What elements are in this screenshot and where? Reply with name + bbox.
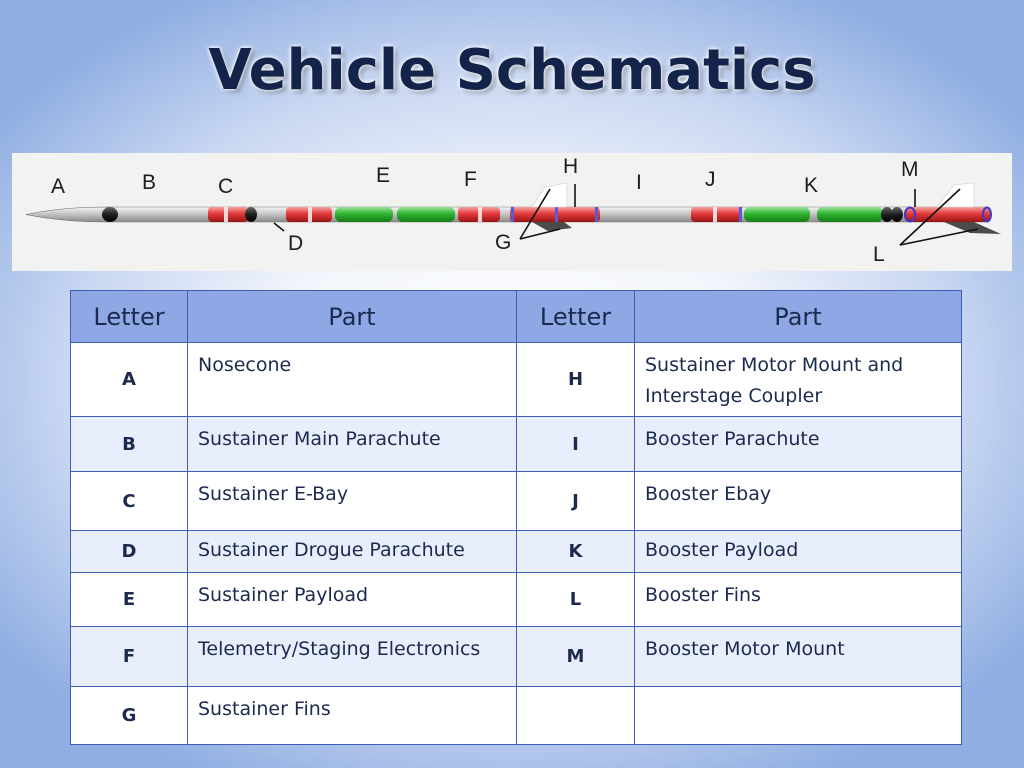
sustainer-fin-white	[532, 183, 567, 207]
letter-cell: A	[71, 343, 188, 417]
nosecone-coupler	[102, 207, 118, 222]
sustainer-ebay-cap	[245, 207, 257, 222]
page-title: Vehicle Schematics	[208, 38, 816, 103]
sustainer-drogue-band	[308, 207, 312, 222]
header-part-2: Part	[635, 291, 962, 343]
part-cell: Booster Parachute	[635, 417, 962, 472]
part-cell: Booster Ebay	[635, 472, 962, 531]
letter-cell: B	[71, 417, 188, 472]
schematic-label-j: J	[705, 168, 716, 191]
leader-line-d	[274, 223, 284, 231]
schematic-label-a: A	[51, 175, 66, 198]
part-cell: Sustainer E-Bay	[188, 472, 517, 531]
motor-mount-ring-1	[511, 207, 514, 222]
booster-payload-1	[744, 207, 810, 222]
table-row	[71, 627, 962, 687]
table-row	[71, 417, 962, 472]
part-cell	[635, 687, 962, 745]
booster-fin-white	[937, 183, 974, 207]
part-cell: Nosecone	[188, 343, 517, 417]
header-letter-1: Letter	[71, 291, 188, 343]
sustainer-ebay-band	[224, 207, 228, 222]
schematic-label-b: B	[142, 171, 157, 194]
schematic-label-e: E	[376, 164, 391, 187]
table-row	[71, 343, 962, 417]
letter-cell: C	[71, 472, 188, 531]
booster-fin-dark	[944, 222, 1001, 234]
letter-cell	[517, 687, 635, 745]
rocket-schematic	[12, 153, 1012, 271]
motor-mount-ring-2	[555, 207, 558, 222]
schematic-label-l: L	[873, 243, 885, 266]
header-part-1: Part	[188, 291, 517, 343]
part-cell: Booster Motor Mount	[635, 627, 962, 687]
booster-motor-mount	[904, 207, 990, 222]
table-row	[71, 531, 962, 573]
part-cell: Booster Fins	[635, 573, 962, 627]
sustainer-fin-dark	[532, 222, 572, 231]
letter-cell: E	[71, 573, 188, 627]
booster-ebay-band	[713, 207, 717, 222]
letter-cell: F	[71, 627, 188, 687]
letter-cell: G	[71, 687, 188, 745]
schematic-label-i: I	[636, 171, 642, 194]
part-cell: Sustainer Payload	[188, 573, 517, 627]
table-row	[71, 687, 962, 745]
telemetry-band	[478, 207, 482, 222]
sustainer-payload-2	[397, 207, 455, 222]
table-header-row	[71, 291, 962, 343]
part-cell: Sustainer Motor Mount and Interstage Coupler	[635, 343, 962, 417]
parts-table	[70, 290, 962, 745]
header-letter-2: Letter	[517, 291, 635, 343]
part-cell: Sustainer Drogue Parachute	[188, 531, 517, 573]
booster-ebay-ring	[739, 207, 742, 222]
schematic-label-c: C	[218, 175, 234, 198]
schematic-label-g: G	[495, 231, 512, 254]
table-row	[71, 573, 962, 627]
booster-coupler-2	[891, 207, 903, 222]
schematic-label-d: D	[288, 232, 304, 255]
letter-cell: J	[517, 472, 635, 531]
schematic-label-k: K	[804, 174, 819, 197]
schematic-label-f: F	[464, 168, 477, 191]
part-cell: Sustainer Fins	[188, 687, 517, 745]
letter-cell: H	[517, 343, 635, 417]
letter-cell: D	[71, 531, 188, 573]
motor-mount-ring-3	[595, 207, 598, 222]
letter-cell: K	[517, 531, 635, 573]
table-row	[71, 472, 962, 531]
part-cell: Booster Payload	[635, 531, 962, 573]
rocket-diagram	[12, 153, 1012, 271]
part-cell: Sustainer Main Parachute	[188, 417, 517, 472]
letter-cell: M	[517, 627, 635, 687]
sustainer-payload-1	[335, 207, 393, 222]
letter-cell: I	[517, 417, 635, 472]
nosecone	[26, 207, 108, 222]
letter-cell: L	[517, 573, 635, 627]
schematic-label-h: H	[563, 155, 579, 178]
schematic-label-m: M	[901, 158, 919, 181]
leader-line-l2	[900, 229, 978, 245]
booster-payload-2	[817, 207, 883, 222]
part-cell: Telemetry/Staging Electronics	[188, 627, 517, 687]
